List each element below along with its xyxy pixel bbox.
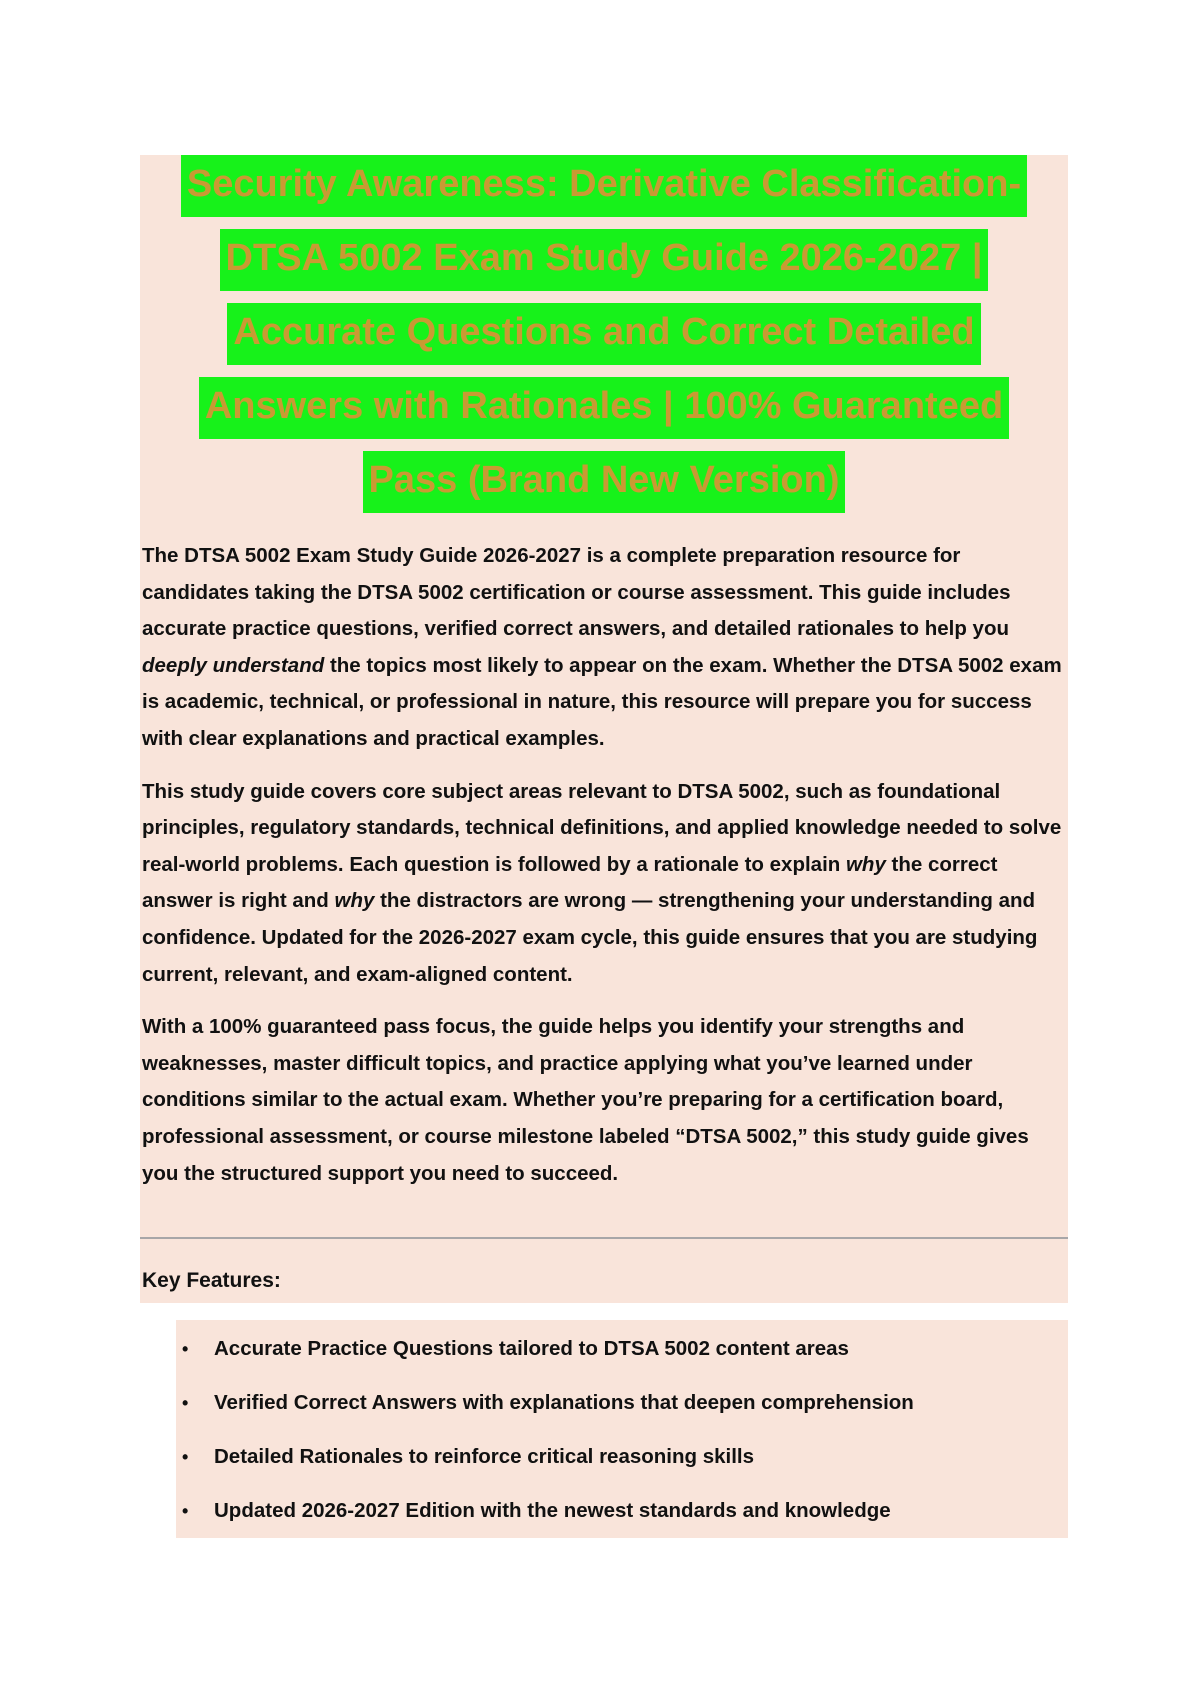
bullet-icon: • [182, 1447, 189, 1467]
intro-paragraph-3: With a 100% guaranteed pass focus, the guide helps you identify your strengths and weaknesses, master difficult topics, and practice applying what you’ve learned under conditions similar to the actual exam. Whether you’re preparing for a certification board, professional assessment, or course milestone labeled “DTSA 5002,” this study guide gives you the structured support you need to succeed. [142, 1015, 1029, 1185]
title-line-1: Security Awareness: Derivative Classification- [181, 155, 1027, 217]
intro-paragraph-2: This study guide covers core subject areas relevant to DTSA 5002, such as foundational principles, regulatory standards, technical definitions, and applied knowledge needed to solve real-world problems. Each question is followed by a rationale to explain why the correct answer is right and why the distractors are wrong — strengthening your understanding and confidence. Updated for the 2026-2027 exam cycle, this guide ensures that you are studying current, relevant, and exam-aligned content. [142, 779, 1062, 986]
key-features-list [176, 1320, 1068, 1538]
bullet-icon: • [182, 1393, 189, 1413]
intro-paragraph-1: The DTSA 5002 Exam Study Guide 2026-2027 is a complete preparation resource for candidates taking the DTSA 5002 certification or course assessment. This guide includes accurate practice questions, verified correct answers, and detailed rationales to help you deeply understand the topics most likely to appear on the exam. Whether the DTSA 5002 exam is academic, technical, or professional in nature, this resource will prepare you for success with clear explanations and practical examples. [142, 544, 1062, 750]
feature-text: Detailed Rationales to reinforce critical reasoning skills [214, 1445, 755, 1468]
list-item [176, 1376, 1068, 1430]
key-features-heading: Key Features: [142, 1269, 281, 1292]
feature-text: Updated 2026-2027 Edition with the newest standards and knowledge [214, 1499, 891, 1522]
list-item [176, 1484, 1068, 1538]
section-divider [140, 1237, 1068, 1239]
title-line-4: Answers with Rationales | 100% Guaranteed [199, 377, 1009, 439]
title-line-2: DTSA 5002 Exam Study Guide 2026-2027 | [220, 229, 989, 291]
feature-text: Verified Correct Answers with explanations that deepen comprehension [214, 1391, 914, 1414]
document-title [140, 155, 1068, 525]
list-item [176, 1322, 1068, 1376]
emphasis-why: why [845, 852, 886, 876]
list-item [176, 1430, 1068, 1484]
emphasis-why: why [334, 889, 375, 913]
title-line-5: Pass (Brand New Version) [363, 451, 846, 513]
bullet-icon: • [182, 1339, 189, 1359]
emphasis-deeply-understand: deeply understand [142, 653, 325, 677]
bullet-icon: • [182, 1501, 189, 1521]
title-line-3: Accurate Questions and Correct Detailed [227, 303, 980, 365]
feature-text: Accurate Practice Questions tailored to DTSA 5002 content areas [214, 1337, 849, 1360]
intro-text [142, 538, 1067, 1208]
